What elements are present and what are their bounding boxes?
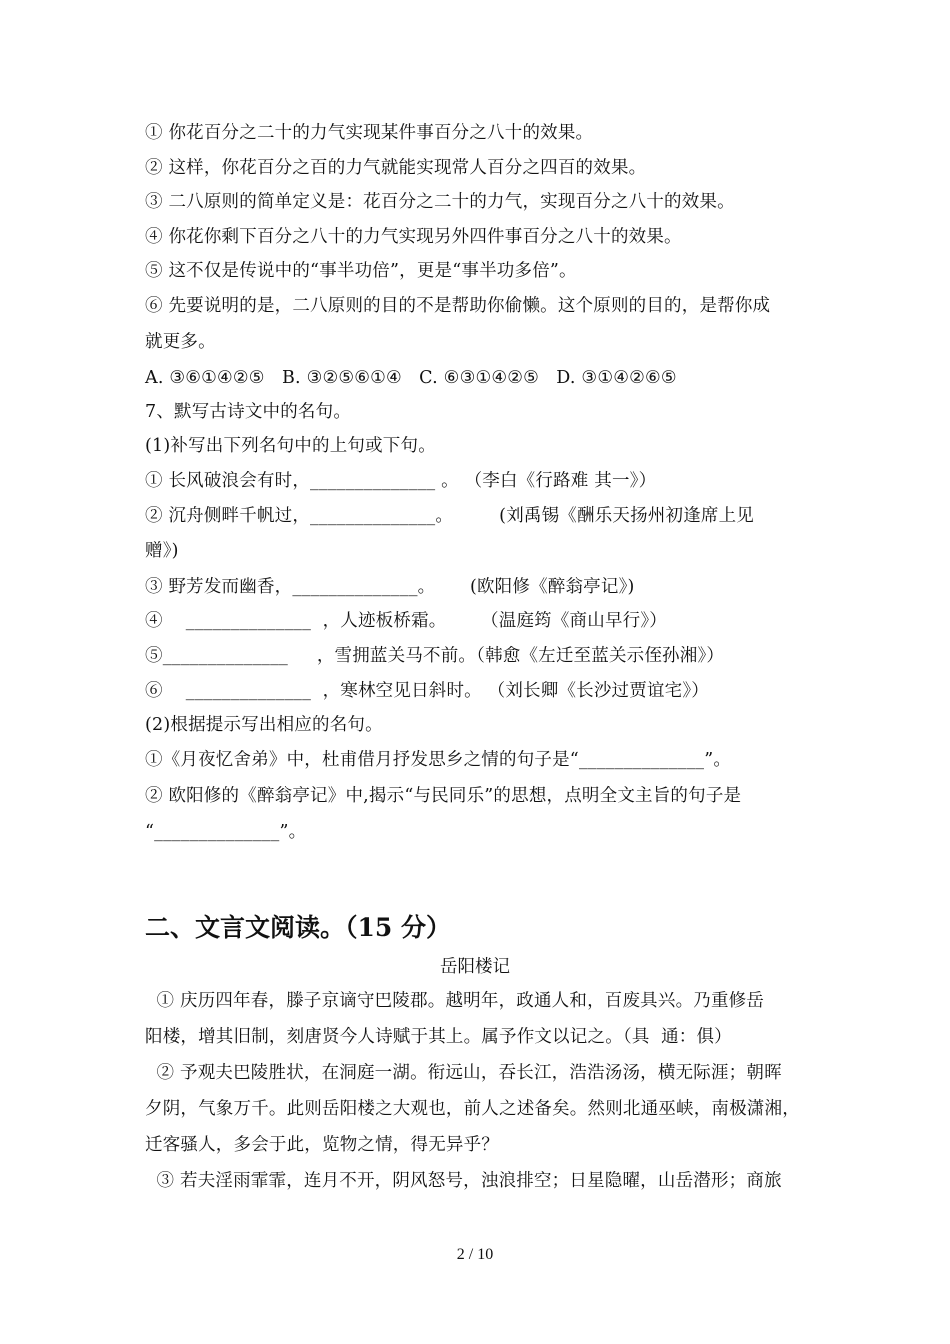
passage-line: ③ 若夫淫雨霏霏，连月不开，阴风怒号，浊浪排空；日星隐曜，山岳潜形；商旅 xyxy=(145,1171,782,1191)
q6-item-4: ④ 你花你剩下百分之八十的力气实现另外四件事百分之八十的效果。 xyxy=(145,227,682,247)
q7-part2-item: ② 欧阳修的《醉翁亭记》中,揭示“与民同乐”的思想，点明全文主旨的句子是 xyxy=(145,786,742,806)
passage-title: 岳阳楼记 xyxy=(440,957,510,977)
q7-part1-item: ① 长风破浪会有时，______________ 。 （李白《行路难 其一》） xyxy=(145,471,657,491)
q7-part1-item: ⑥ ______________ ，寒林空见日斜时。 （刘长卿《长沙过贾谊宅》） xyxy=(145,681,709,701)
page-number: 2 / 10 xyxy=(456,1246,494,1263)
q7-part1-title: (1)补写出下列名句中的上句或下句。 xyxy=(145,436,436,456)
q7-part1-item: ③ 野芳发而幽香，______________。 (欧阳修《醉翁亭记》) xyxy=(145,577,635,597)
passage-line: 夕阴，气象万千。此则岳阳楼之大观也，前人之述备矣。然则北通巫峡，南极潇湘， xyxy=(145,1099,800,1119)
q6-options: A. ③⑥①④②⑤ B. ③②⑤⑥①④ C. ⑥③①④②⑤ D. ③①④②⑥⑤ xyxy=(145,368,677,388)
q7-part1-item-cont: 赠》) xyxy=(145,541,179,561)
section-2-heading: 二、文言文阅读。（15 分） xyxy=(145,913,451,942)
q7-part2-title: (2)根据提示写出相应的名句。 xyxy=(145,715,383,735)
passage-line: ② 予观夫巴陵胜状，在洞庭一湖。衔远山，吞长江，浩浩汤汤，横无际涯；朝晖 xyxy=(145,1063,782,1083)
passage-line: 迁客骚人，多会于此，览物之情，得无异乎？ xyxy=(145,1135,499,1155)
q7-part1-item: ② 沉舟侧畔千帆过，______________。 (刘禹锡《酬乐天扬州初逢席上见 xyxy=(145,506,754,526)
q7-part1-item: ④ ______________ ，人迹板桥霜。 （温庭筠《商山早行》） xyxy=(145,611,668,631)
q6-item-5: ⑤ 这不仅是传说中的“事半功倍”，更是“事半功多倍”。 xyxy=(145,261,577,281)
q6-item-2: ② 这样，你花百分之百的力气就能实现常人百分之四百的效果。 xyxy=(145,158,647,178)
q7-title: 7、默写古诗文中的名句。 xyxy=(145,402,352,422)
q7-part1-item: ⑤______________ ，雪拥蓝关马不前。（韩愈《左迁至蓝关示侄孙湘》） xyxy=(145,646,725,666)
passage-line: ① 庆历四年春，滕子京谪守巴陵郡。越明年，政通人和，百废具兴。乃重修岳 xyxy=(145,991,765,1011)
q6-item-1: ① 你花百分之二十的力气实现某件事百分之八十的效果。 xyxy=(145,123,594,143)
passage-line: 阳楼，增其旧制，刻唐贤今人诗赋于其上。属予作文以记之。（具 通：俱） xyxy=(145,1027,732,1047)
q6-item-3: ③ 二八原则的简单定义是：花百分之二十的力气，实现百分之八十的效果。 xyxy=(145,192,735,212)
q6-item-6: ⑥ 先要说明的是，二八原则的目的不是帮助你偷懒。这个原则的目的，是帮你成 xyxy=(145,296,771,316)
q7-part2-item: ①《月夜忆舍弟》中，杜甫借月抒发思乡之情的句子是“______________”。 xyxy=(145,750,732,770)
q7-part2-item-cont: “______________”。 xyxy=(145,822,307,842)
q6-item-6-cont: 就更多。 xyxy=(145,332,216,352)
